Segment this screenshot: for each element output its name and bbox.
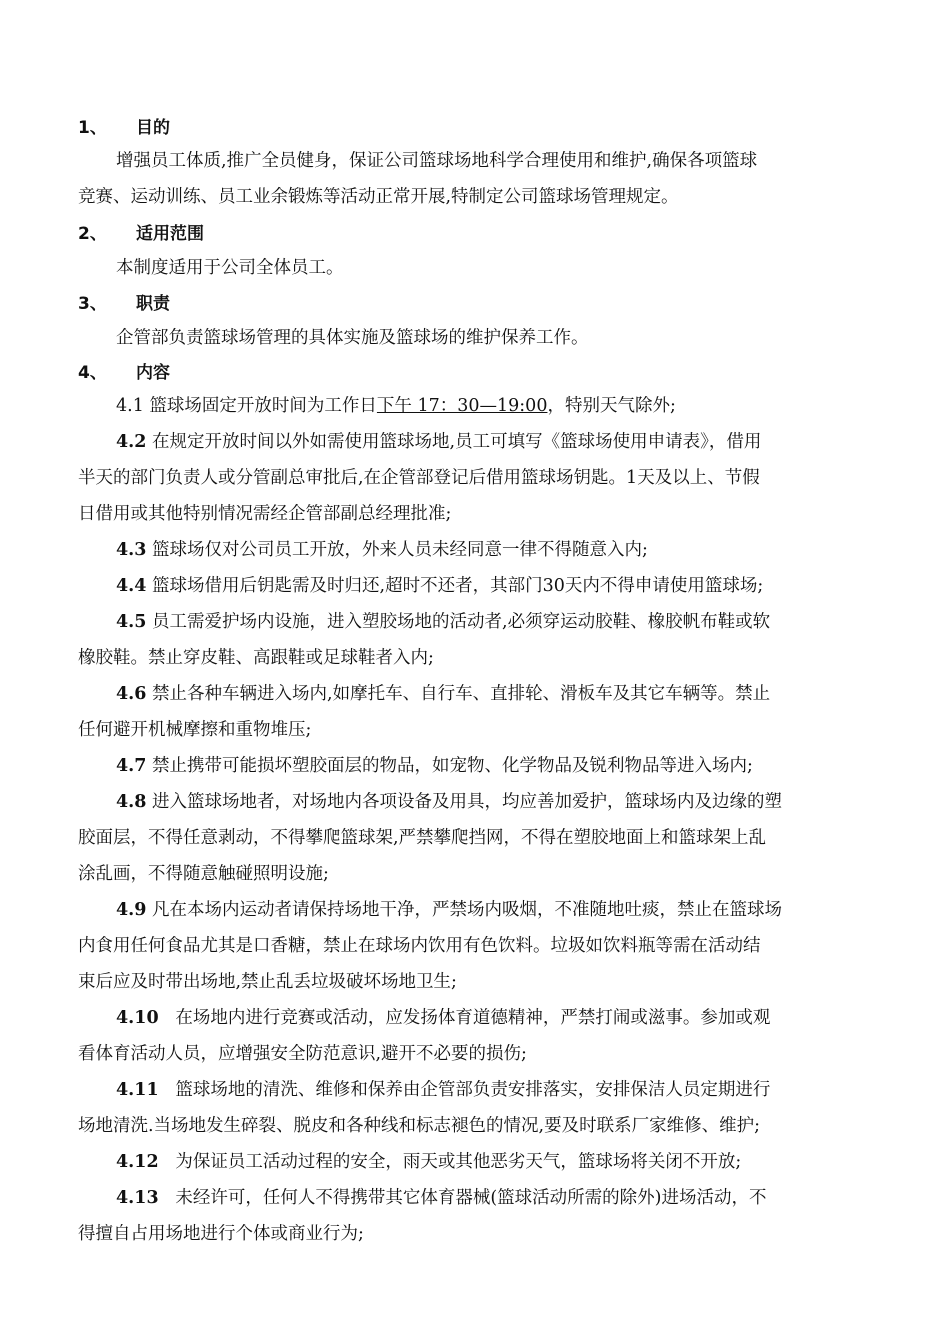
open-hours: 下午 17：30—19:00: [376, 396, 548, 416]
clause-text: 员工需爱护场内设施，进入塑胶场地的活动者,必须穿运动胶鞋、橡胶帆布鞋或软: [152, 612, 771, 632]
paragraph-line: 竞赛、运动训练、员工业余锻炼等活动正常开展,特制定公司篮球场管理规定。: [78, 187, 679, 207]
clause-line: 内食用任何食品尤其是口香糖，禁止在球场内饮用有色饮料。垃圾如饮料瓶等需在活动结: [78, 936, 761, 956]
clause-number: 4.2: [116, 432, 147, 452]
section-heading-1: [78, 118, 170, 138]
clause-text: 未经许可，任何人不得携带其它体育器械(篮球活动所需的除外)进场活动，不: [175, 1188, 767, 1208]
clause-number: 4.1: [116, 396, 144, 416]
section-title: 内容: [136, 363, 170, 383]
clause-number: 4.12: [116, 1152, 159, 1172]
clause-text: 凡在本场内运动者请保持场地干净，严禁场内吸烟，不准随地吐痰，禁止在篮球场: [152, 900, 783, 920]
section-body-2: [78, 250, 838, 286]
clause-4-4: [78, 568, 838, 604]
clause-line: 看体育活动人员，应增强安全防范意识,避开不必要的损伤;: [78, 1044, 527, 1064]
clause-4-6: [78, 676, 838, 712]
clause-text: 禁止携带可能损坏塑胶面层的物品，如宠物、化学物品及锐利物品等进入场内;: [152, 756, 753, 776]
clause-text: 篮球场借用后钥匙需及时归还,超时不还者，其部门30天内不得申请使用篮球场;: [152, 576, 764, 596]
clause-text: 篮球场固定开放时间为工作日: [149, 396, 377, 416]
clause-text: 为保证员工活动过程的安全，雨天或其他恶劣天气，篮球场将关闭不开放;: [175, 1152, 742, 1172]
clause-number: 4.11: [116, 1080, 159, 1100]
section-heading-2: [78, 224, 204, 244]
section-number: 4、: [78, 363, 107, 383]
section-body-1: [78, 143, 838, 215]
section-number: 3、: [78, 294, 107, 314]
clause-4-8: [78, 784, 838, 820]
section-title: 目的: [136, 118, 170, 138]
clause-number: 4.13: [116, 1188, 159, 1208]
clause-number: 4.3: [116, 540, 147, 560]
clause-text: 篮球场地的清洗、维修和保养由企管部负责安排落实，安排保洁人员定期进行: [175, 1080, 771, 1100]
clause-4-12: [78, 1144, 838, 1180]
clause-4-10: [78, 1000, 838, 1036]
clause-text: 禁止各种车辆进入场内,如摩托车、自行车、直排轮、滑板车及其它车辆等。禁止: [152, 684, 771, 704]
section-title: 职责: [136, 294, 170, 314]
clause-list: [78, 388, 838, 1252]
paragraph-line: 企管部负责篮球场管理的具体实施及篮球场的维护保养工作。: [116, 328, 589, 348]
clause-line: 得擅自占用场地进行个体或商业行为;: [78, 1224, 364, 1244]
clause-number: 4.4: [116, 576, 147, 596]
clause-text: 篮球场仅对公司员工开放，外来人员未经同意一律不得随意入内;: [152, 540, 648, 560]
clause-4-13: [78, 1180, 838, 1216]
clause-number: 4.5: [116, 612, 147, 632]
clause-line: 场地清洗.当场地发生碎裂、脱皮和各种线和标志褪色的情况,要及时联系厂家维修、维护;: [78, 1116, 761, 1136]
clause-line: 日借用或其他特别情况需经企管部副总经理批准;: [78, 504, 452, 524]
clause-4-7: [78, 748, 838, 784]
paragraph-line: 增强员工体质,推广全员健身，保证公司篮球场地科学合理使用和维护,确保各项篮球: [116, 151, 758, 171]
clause-number: 4.6: [116, 684, 147, 704]
clause-line: 束后应及时带出场地,禁止乱丢垃圾破坏场地卫生;: [78, 972, 457, 992]
clause-text: 在规定开放时间以外如需使用篮球场地,员工可填写《篮球场使用申请表》，借用: [152, 432, 762, 452]
clause-line: 涂乱画，不得随意触碰照明设施;: [78, 864, 329, 884]
clause-4-3: [78, 532, 838, 568]
paragraph-line: 本制度适用于公司全体员工。: [116, 258, 344, 278]
clause-number: 4.10: [116, 1008, 159, 1028]
clause-line: 任何避开机械摩擦和重物堆压;: [78, 720, 312, 740]
clause-text: 进入篮球场地者，对场地内各项设备及用具，均应善加爱护，篮球场内及边缘的塑: [152, 792, 783, 812]
clause-number: 4.7: [116, 756, 147, 776]
clause-number: 4.8: [116, 792, 147, 812]
clause-line: 橡胶鞋。禁止穿皮鞋、高跟鞋或足球鞋者入内;: [78, 648, 434, 668]
section-heading-3: [78, 294, 170, 314]
section-number: 2、: [78, 224, 107, 244]
clause-4-1: [78, 388, 838, 424]
section-body-3: [78, 320, 838, 356]
clause-text: 在场地内进行竞赛或活动，应发扬体育道德精神，严禁打闹或滋事。参加或观: [175, 1008, 771, 1028]
clause-4-2: [78, 424, 838, 460]
clause-line: 半天的部门负责人或分管副总审批后,在企管部登记后借用篮球场钥匙。1天及以上、节假: [78, 468, 760, 488]
clause-line: 胶面层，不得任意剥动，不得攀爬篮球架,严禁攀爬挡网，不得在塑胶地面上和篮球架上乱: [78, 828, 767, 848]
clause-4-9: [78, 892, 838, 928]
section-number: 1、: [78, 118, 107, 138]
section-title: 适用范围: [136, 224, 204, 244]
clause-number: 4.9: [116, 900, 147, 920]
clause-text: ，特别天气除外;: [547, 396, 676, 416]
clause-4-11: [78, 1072, 838, 1108]
clause-4-5: [78, 604, 838, 640]
section-heading-4: [78, 363, 170, 383]
